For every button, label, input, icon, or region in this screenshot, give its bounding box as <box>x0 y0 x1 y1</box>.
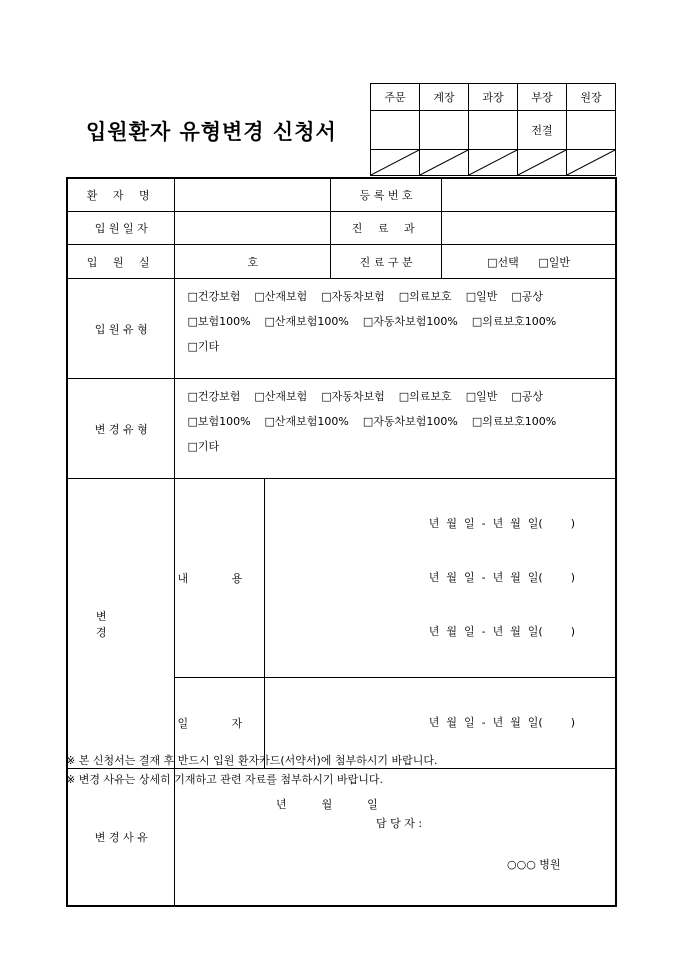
checkbox-option[interactable]: □의료보호100% <box>471 415 557 428</box>
approval-header: 주문 <box>371 84 420 111</box>
treatment-type-field <box>442 245 616 279</box>
date-range-line: 년 월 일 - 년 월 일( ) <box>428 716 575 729</box>
approval-sign-cell[interactable] <box>469 111 518 150</box>
approval-date-cell[interactable] <box>469 150 518 176</box>
checkbox-option[interactable]: □의료보호 <box>398 290 452 303</box>
department-label: 진 료 과 <box>331 212 442 245</box>
approval-date-cell[interactable] <box>371 150 420 176</box>
checkbox-option[interactable]: □공상 <box>511 390 543 403</box>
checkbox-option[interactable]: □보험100% <box>187 315 251 328</box>
note-line: ※ 본 신청서는 결재 후 반드시 입원 환자카드(서약서)에 첨부하시기 바랍니다. <box>66 754 438 767</box>
checkbox-option[interactable]: □산재보험100% <box>264 415 349 428</box>
checkbox-option[interactable]: □산재보험100% <box>264 315 349 328</box>
department-field[interactable] <box>442 212 616 245</box>
approval-sign-cell[interactable] <box>420 111 469 150</box>
approval-date-cell[interactable] <box>420 150 469 176</box>
treatment-type-label: 진 료 구 분 <box>331 245 442 279</box>
reason-label: 변 경 사 유 <box>68 769 175 906</box>
date-label: 일 자 <box>175 678 265 769</box>
change-label: 변 경 <box>68 479 175 769</box>
content-label: 내 용 <box>175 479 265 678</box>
approval-sign-cell[interactable] <box>371 111 420 150</box>
checkbox-option[interactable]: □산재보험 <box>254 290 308 303</box>
approval-table <box>370 83 616 176</box>
notes <box>66 751 438 789</box>
checkbox-option[interactable]: □건강보험 <box>187 390 241 403</box>
admission-type-options <box>175 279 616 379</box>
change-type-label: 변 경 유 형 <box>68 379 175 479</box>
checkbox-option[interactable]: □자동차보험100% <box>362 415 458 428</box>
checkbox-option[interactable]: □보험100% <box>187 415 251 428</box>
treatment-option-select[interactable]: □선택 <box>487 255 519 269</box>
approval-header: 부장 <box>518 84 567 111</box>
date-range-line: 년 월 일 - 년 월 일( ) <box>428 571 575 584</box>
approval-date-cell[interactable] <box>567 150 616 176</box>
checkbox-option[interactable]: □일반 <box>465 390 498 403</box>
checkbox-option[interactable]: □건강보험 <box>187 290 241 303</box>
form-title: 입원환자 유형변경 신청서 <box>86 119 337 144</box>
patient-name-label: 환 자 명 <box>68 179 175 212</box>
checkbox-option[interactable]: □산재보험 <box>254 390 308 403</box>
approval-sign-cell[interactable]: 전결 <box>518 111 567 150</box>
admission-date-label: 입 원 일 자 <box>68 212 175 245</box>
admission-type-label: 입 원 유 형 <box>68 279 175 379</box>
checkbox-option[interactable]: □자동차보험100% <box>362 315 458 328</box>
registration-no-field[interactable] <box>442 179 616 212</box>
approval-sign-cell[interactable] <box>567 111 616 150</box>
registration-no-label: 등 록 번 호 <box>331 179 442 212</box>
checkbox-option[interactable]: □의료보호100% <box>471 315 557 328</box>
checkbox-option[interactable]: □공상 <box>511 290 543 303</box>
content-date-ranges[interactable] <box>265 479 616 678</box>
patient-name-field[interactable] <box>175 179 331 212</box>
room-field[interactable]: 호 <box>175 245 331 279</box>
date-range-line: 년 월 일 - 년 월 일( ) <box>428 625 575 638</box>
treatment-option-general[interactable]: □일반 <box>538 255 570 269</box>
footer-date: 년 월 일 <box>276 798 378 811</box>
note-line: ※ 변경 사유는 상세히 기재하고 관련 자료를 첨부하시기 바랍니다. <box>66 773 383 786</box>
checkbox-option[interactable]: □일반 <box>465 290 498 303</box>
checkbox-option[interactable]: □기타 <box>187 440 220 453</box>
change-type-options <box>175 379 616 479</box>
date-range-line: 년 월 일 - 년 월 일( ) <box>428 517 575 530</box>
checkbox-option[interactable]: □자동차보험 <box>321 390 385 403</box>
approval-date-cell[interactable] <box>518 150 567 176</box>
checkbox-option[interactable]: □의료보호 <box>398 390 452 403</box>
manager-label: 담 당 자 : <box>376 817 423 830</box>
checkbox-option[interactable]: □기타 <box>187 340 220 353</box>
approval-header: 원장 <box>567 84 616 111</box>
room-label: 입 원 실 <box>68 245 175 279</box>
hospital-name: ○○○ 병원 <box>507 858 561 871</box>
reason-field[interactable] <box>175 769 616 906</box>
approval-header: 과장 <box>469 84 518 111</box>
approval-header: 계장 <box>420 84 469 111</box>
admission-date-field[interactable] <box>175 212 331 245</box>
checkbox-option[interactable]: □자동차보험 <box>321 290 385 303</box>
